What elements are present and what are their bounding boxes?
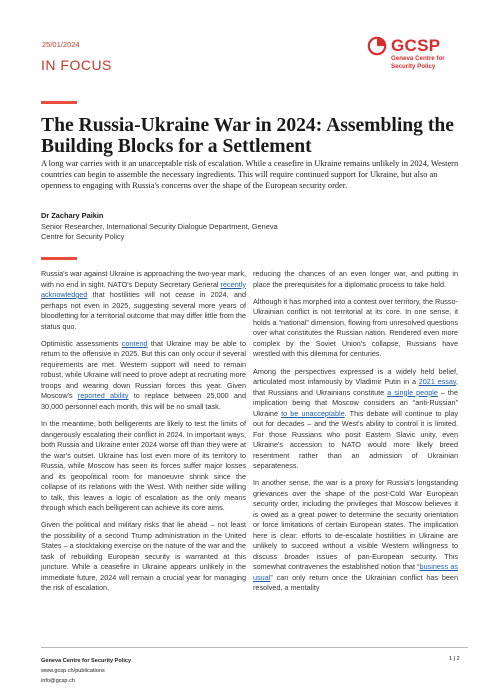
text-run: that Ukraine may be able to return to the offensive in 2025. But this can only occur if several requirements are met. Western support will need to remain robust, while Ukraine will need to prove adept at recruiting more troops and wearing down Russian forces this year. Given Moscow's: [41, 338, 246, 401]
paragraph: [253, 367, 458, 472]
text-run: – the implication being that Moscow considers an “anti-Russian” Ukraine: [253, 387, 458, 418]
paragraph: [41, 269, 246, 332]
link-to-be-unacceptable[interactable]: to be unacceptable: [281, 408, 345, 418]
paragraph: [41, 520, 246, 594]
text-run: Although it has morphed into a contest over territory, the Russo-Ukrainian conflict is not territorial at its core. In one sense, it holds a “national” dimension, flowing from unresolved questions over what constitutes the Russian nation. Rendered even more complex by the Soviet Union's collapse, Russians have wrestled with this dilemma for centuries.: [253, 296, 458, 359]
accent-rule-top: [41, 101, 77, 104]
link-contend[interactable]: contend: [121, 338, 148, 348]
author-name: Dr Zachary Paikin: [41, 211, 104, 220]
author-role: Senior Researcher, International Security Dialogue Department, Geneva Centre for Security Policy: [41, 221, 278, 241]
logo-line-1: Geneva Centre for: [391, 55, 445, 62]
article-title: The Russia-Ukraine War in 2024: Assembling the Building Blocks for a Settlement: [41, 115, 454, 157]
footer-organization: Geneva Centre for Security Policy: [41, 658, 132, 664]
body-column-left: [41, 269, 246, 601]
text-run: that hostilities will not cease in 2024, and perhaps not even in 2025, suggesting several more years of bloodletting for a territorial outcome that may differ little from the status quo.: [41, 290, 246, 331]
accent-rule-middle: [41, 257, 77, 260]
footer: [41, 656, 131, 686]
article-lead: A long war carries with it an unacceptable risk of escalation. While a ceasefire in Ukraine remains unlikely in 2024, Western countries can begin to assemble the necessary ingredients. This will require continued support for Ukraine, but also an openness to engaging with Russia's concerns over the shape of the European security order.: [41, 159, 459, 191]
logo-full-name: [391, 55, 445, 70]
paragraph: [41, 339, 246, 413]
section-label: IN FOCUS: [41, 57, 112, 73]
link-recently-acknowledged[interactable]: recently acknowledged: [41, 279, 246, 299]
text-run: , that Russians and Ukrainians constitute: [253, 377, 458, 397]
paragraph: [253, 478, 458, 594]
body-column-right: [253, 269, 458, 601]
link-business-as-usual[interactable]: business as usual: [253, 562, 458, 582]
footer-website-link[interactable]: www.gcsp.ch/publications: [41, 668, 105, 674]
gcsp-logo[interactable]: [367, 36, 467, 72]
text-run: Among the perspectives expressed is a widely held belief, articulated most infamously by Vladimir Putin in a: [253, 366, 458, 387]
text-run: . This debate will continue to play out for decades – and the West's ability to control it is limited. For those Russians who posit Eastern Slavic unity, even Ukraine's accession to NATO would more likely breed resentment rather than an admission of Ukrainian separateness.: [253, 408, 459, 471]
link-2021-essay[interactable]: 2021 essay: [418, 377, 456, 387]
text-run: Optimistic assessments: [41, 338, 122, 348]
logo-acronym: GCSP: [391, 36, 441, 55]
text-run: Russia's war against Ukraine is approaching the two-year mark, with no end in sight. NATO's Deputy Secretary General: [41, 269, 246, 289]
link-reported-ability[interactable]: reported ability: [77, 391, 129, 401]
footer-divider: [41, 647, 468, 648]
text-run: to replace between 25,000 and 30,000 personnel each month, this will be no small task.: [41, 391, 246, 411]
text-run: reducing the chances of an even longer war, and putting in place the prerequisites for a diplomatic process to take hold.: [253, 269, 458, 289]
publication-date: 25/01/2024: [42, 40, 80, 49]
paragraph: [253, 269, 458, 290]
text-run: In the meantime, both belligerents are likely to test the limits of dangerously escalating their conflict in 2024. In important ways, both Russia and Ukraine enter 2024 worse off than they were at the war's outset. Ukraine has lost even more of its territory to Russia, while Moscow has seen its forces suffer major losses and its geopolitical room for manoeuvre shrink since the collapse of its relations with the West. With neither side willing to talk, this leaves a logic of escalation as the only means through which each belligerent can achieve its core aims.: [41, 419, 247, 513]
paragraph: [253, 297, 458, 360]
author-block: [41, 211, 291, 243]
logo-line-2: Security Policy: [391, 62, 436, 70]
gcsp-emblem-icon: [367, 36, 387, 66]
paragraph: [41, 419, 246, 514]
link-a-single-people[interactable]: a single people: [387, 387, 438, 397]
text-run: ” can only return once the Ukrainian conflict has been resolved, a mentality: [253, 572, 458, 593]
text-run: Given the political and military risks that lie ahead – not least the possibility of a second Trump administration in the United States – a stocktaking exercise on the nature of the war and the task of rebuilding European security is warranted at this juncture. While a ceasefire in Ukraine appears unlikely in the immediate future, 2024 will remain a crucial year for managing the risk of escalation,: [41, 520, 246, 593]
page-number: 1 | 2: [449, 656, 460, 662]
footer-email-link[interactable]: info@gcsp.ch: [41, 678, 75, 684]
text-run: In another sense, the war is a proxy for Russia's longstanding grievances over the shape of the post-Cold War European security order, including the privileges that Moscow believes it is owed as a great power to determine the security orientation or force limitations of certain European states. The implication here is clear: efforts to de-escalate hostilities in Ukraine are unlikely to succeed without a visible Western willingness to discuss broader issues of pan-European security. This somewhat contravenes the established notion that “: [253, 478, 458, 572]
